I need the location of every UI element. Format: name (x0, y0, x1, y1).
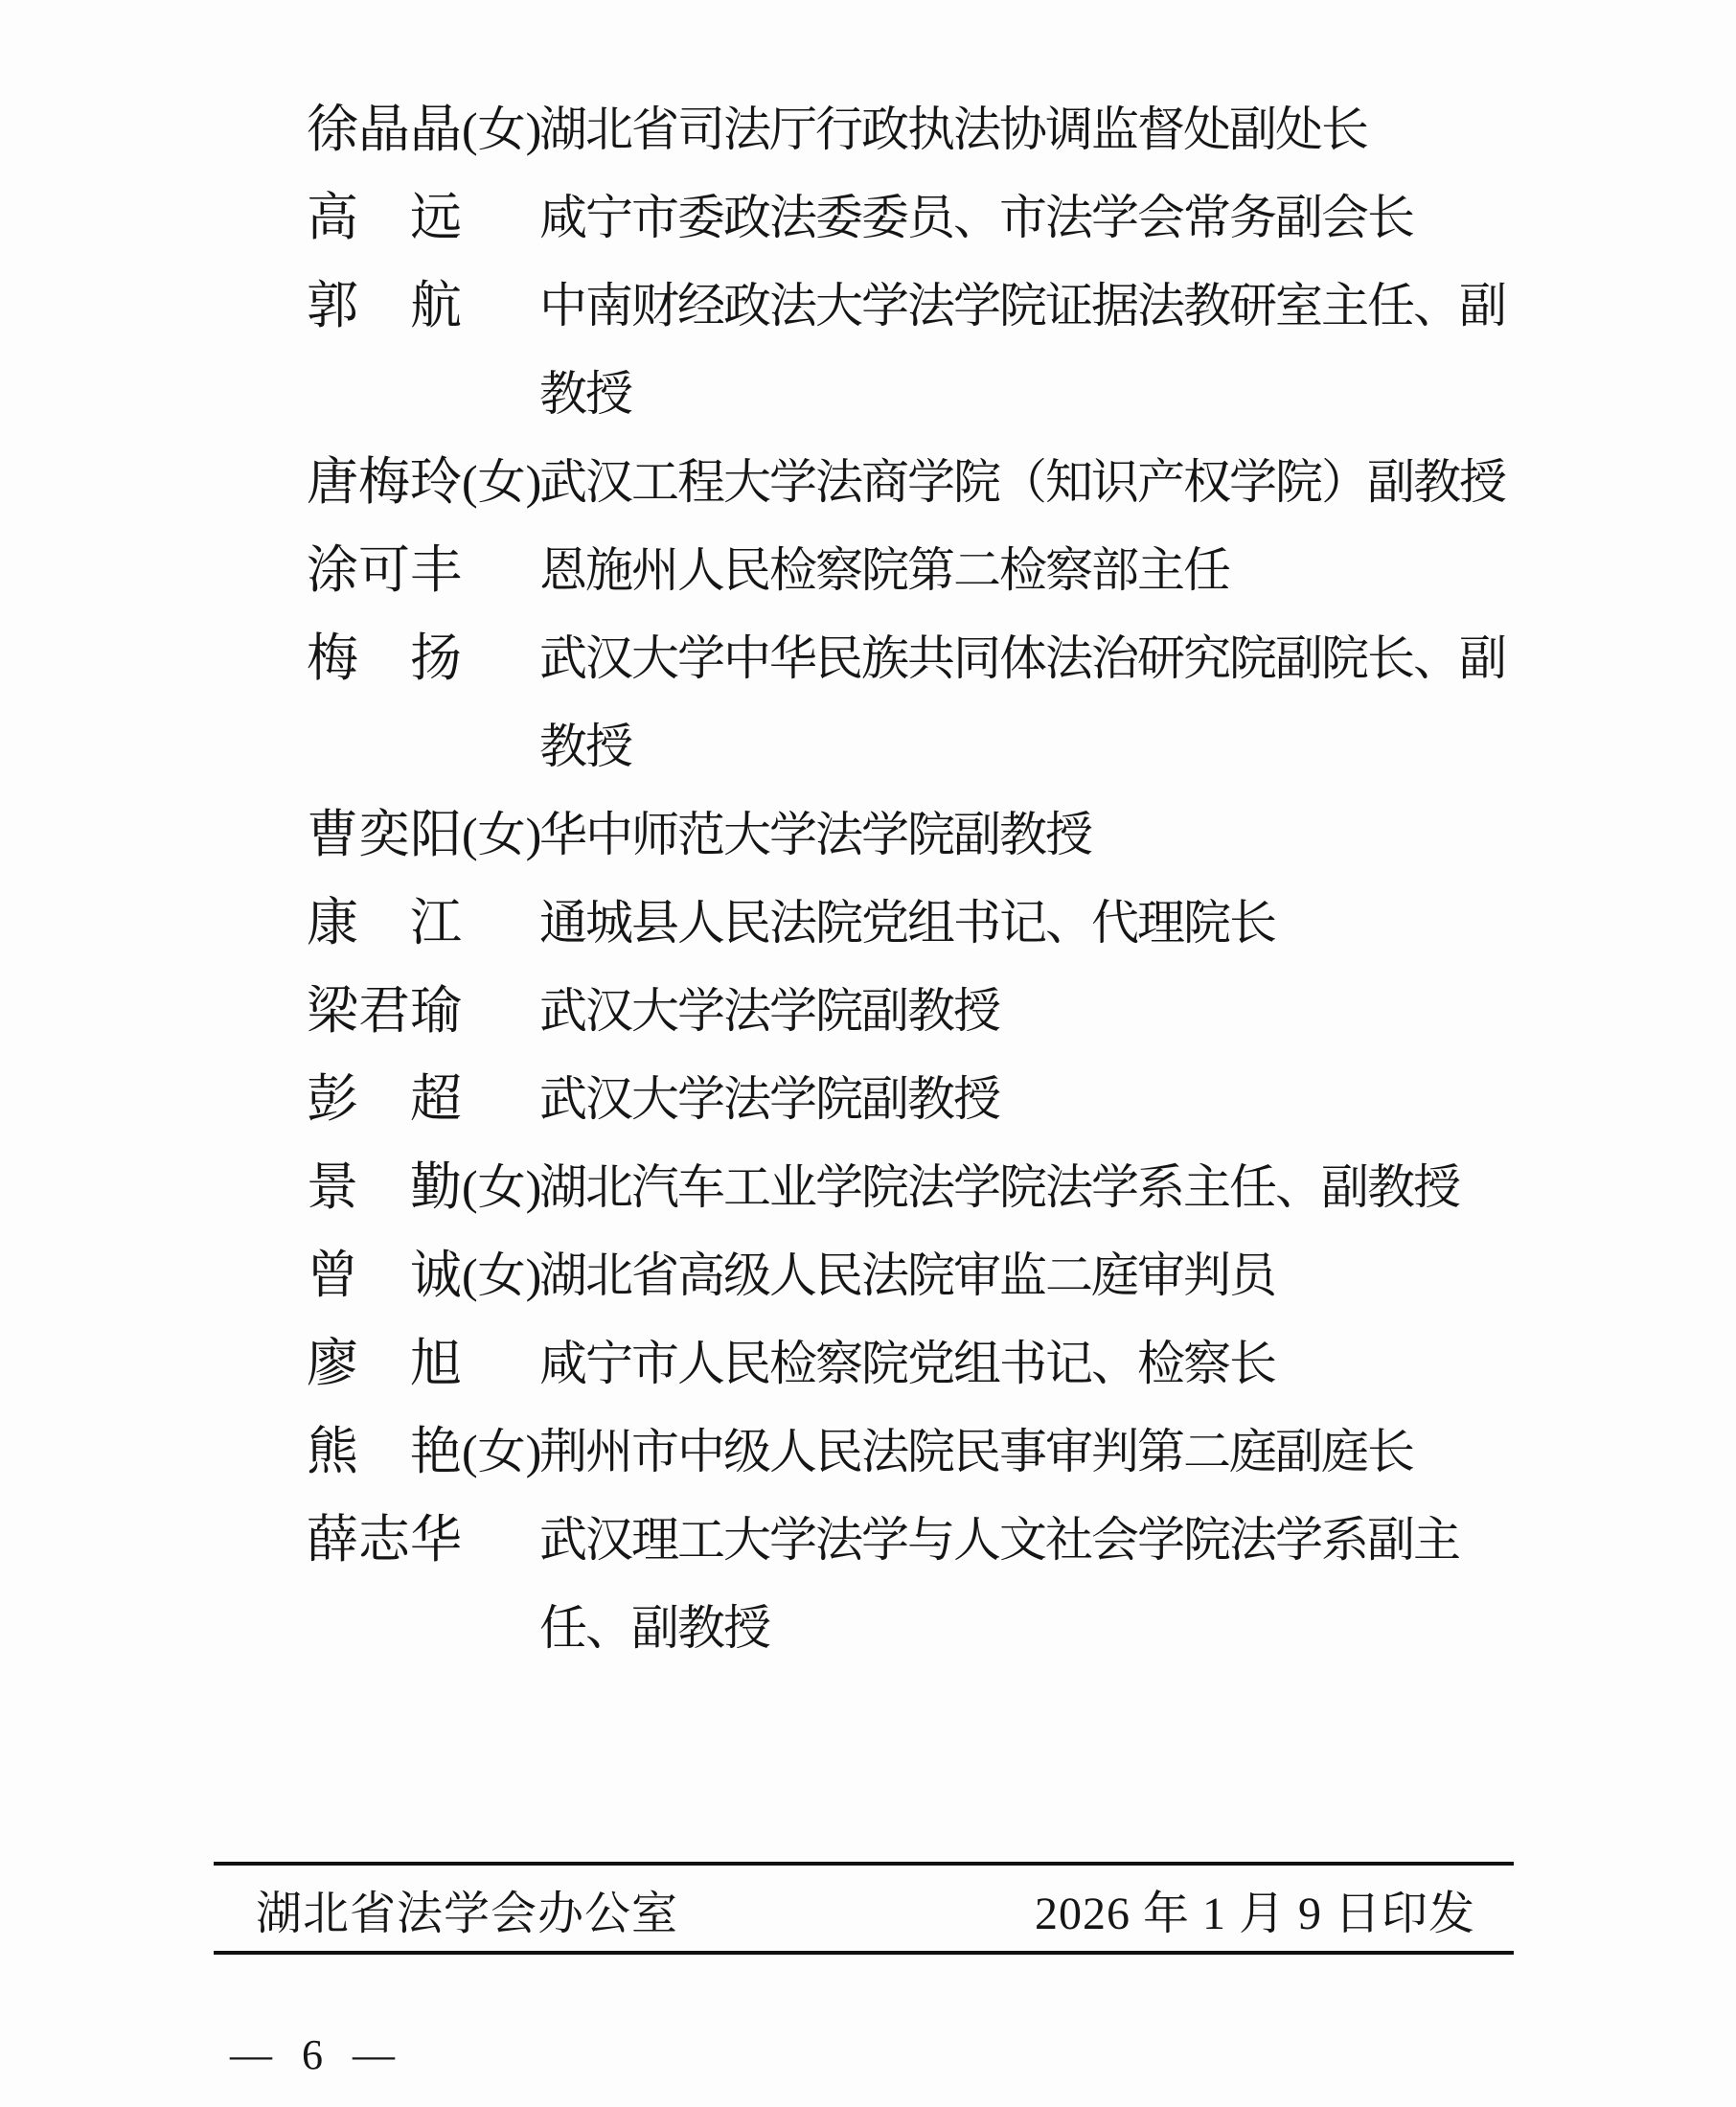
entry-description: 恩施州人民检察院第二检察部主任 (539, 543, 1229, 597)
entry-row (307, 526, 1517, 614)
entry-gender: (女) (462, 1425, 542, 1478)
footer (214, 1869, 1514, 1948)
entry-description: 湖北省高级人民法院审监二庭审判员 (539, 1248, 1275, 1302)
entry-description: 武汉工程大学法商学院（知识产权学院）副教授 (539, 455, 1505, 509)
footer-print-date: 2026 年 1 月 9 日印发 (1034, 1888, 1475, 1939)
entry-name: 高 远 (307, 189, 462, 246)
entry-description: 咸宁市委政法委委员、市法学会常务副会长 (539, 191, 1413, 244)
entry-description: 湖北汽车工业学院法学院法学系主任、副教授 (539, 1160, 1459, 1214)
entry-row (307, 1408, 1517, 1496)
entry-name: 涂可丰 (307, 541, 462, 599)
entry-description: 中南财经政法大学法学院证据法教研室主任、副教授 (539, 279, 1505, 421)
entry-description: 咸宁市人民检察院党组书记、检察长 (539, 1337, 1275, 1390)
entry-row (307, 1496, 1517, 1672)
entry-row (307, 879, 1517, 967)
page-number: — 6 — (230, 2031, 404, 2078)
entry-description: 湖北省司法厅行政执法协调监督处副处长 (539, 103, 1367, 156)
entry-gender: (女) (462, 1248, 542, 1302)
entry-row (307, 85, 1517, 173)
entry-name: 康 江 (307, 894, 462, 951)
entry-name: 景 勤 (307, 1158, 462, 1216)
entry-description: 通城县人民法院党组书记、代理院长 (539, 896, 1275, 950)
entry-row (307, 1231, 1517, 1319)
entry-row (307, 1143, 1517, 1231)
entry-description: 荆州市中级人民法院民事审判第二庭副庭长 (539, 1425, 1413, 1478)
entry-description: 武汉大学法学院副教授 (539, 984, 999, 1038)
entry-description: 武汉大学法学院副教授 (539, 1072, 999, 1126)
entry-gender: (女) (462, 808, 542, 861)
footer-office: 湖北省法学会办公室 (256, 1888, 679, 1939)
footer-bottom-rule (214, 1951, 1514, 1955)
entry-row (307, 1055, 1517, 1143)
entry-name: 曹奕阳 (307, 806, 462, 863)
entry-gender: (女) (462, 103, 542, 156)
entry-row (307, 173, 1517, 262)
entry-name: 郭 航 (307, 277, 462, 334)
entry-name: 薛志华 (307, 1511, 462, 1569)
entry-row (307, 614, 1517, 790)
entry-name: 彭 超 (307, 1070, 462, 1128)
entry-row (307, 1319, 1517, 1408)
entry-name: 梁君瑜 (307, 982, 462, 1040)
entry-description: 武汉大学中华民族共同体法治研究院副院长、副教授 (539, 631, 1505, 773)
entry-gender: (女) (462, 1160, 542, 1214)
entry-row (307, 262, 1517, 438)
entry-name: 曾 诚 (307, 1247, 462, 1304)
footer-top-rule (214, 1862, 1514, 1866)
entry-name: 唐梅玲 (307, 453, 462, 511)
entry-name: 熊 艳 (307, 1423, 462, 1480)
entry-name: 廖 旭 (307, 1335, 462, 1392)
entry-gender: (女) (462, 455, 542, 509)
entries-list (307, 85, 1517, 1672)
entry-row (307, 438, 1517, 526)
entry-name: 徐晶晶 (307, 101, 462, 158)
entry-row (307, 967, 1517, 1055)
entry-description: 武汉理工大学法学与人文社会学院法学系副主任、副教授 (539, 1513, 1459, 1655)
entry-description: 华中师范大学法学院副教授 (539, 808, 1091, 861)
entry-name: 梅 扬 (307, 630, 462, 687)
entry-row (307, 790, 1517, 879)
